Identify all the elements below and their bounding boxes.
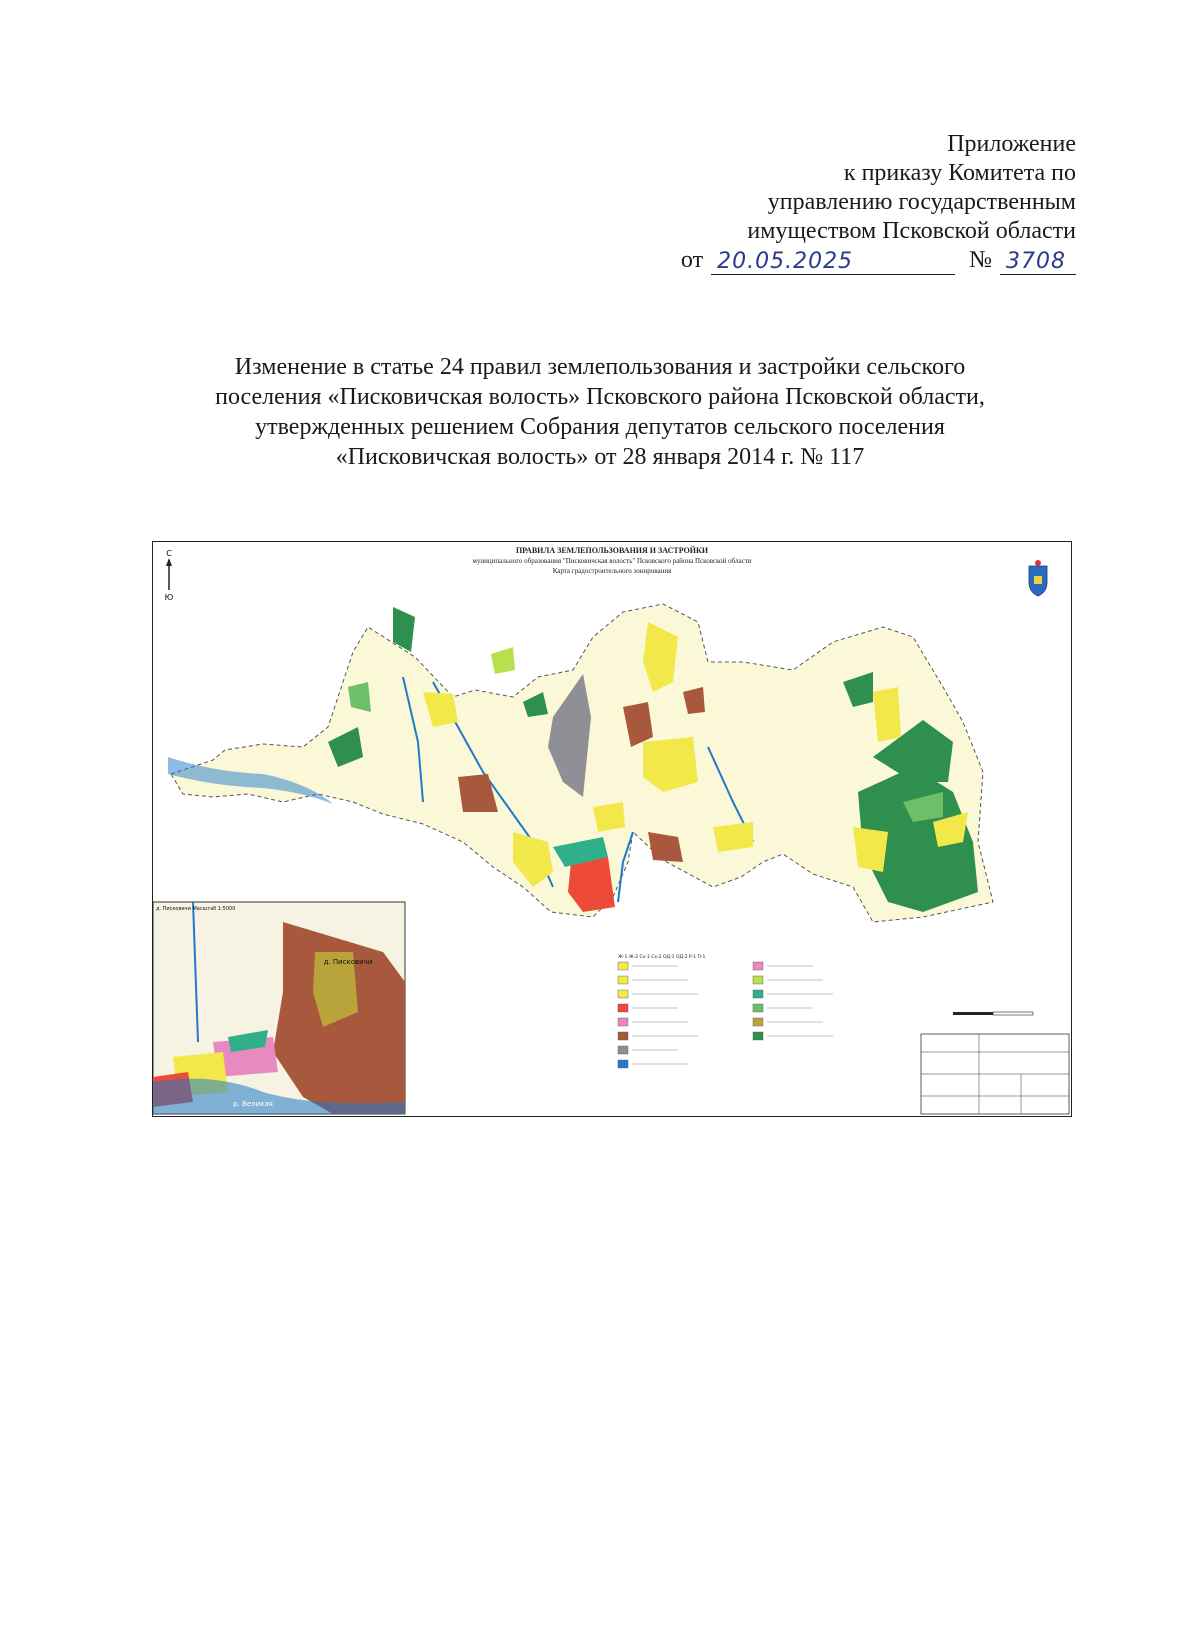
map-title: ПРАВИЛА ЗЕМЛЕПОЛЬЗОВАНИЯ И ЗАСТРОЙКИ <box>515 546 709 555</box>
legend-zone-labels: Ж-1 Ж-2 Сх-1 Сх-2 ОД-1 ОД-2 Р-1 П-1 <box>618 955 706 960</box>
south-label: Ю <box>164 593 174 602</box>
inset-map <box>153 902 405 1114</box>
legend-swatch <box>618 1046 628 1054</box>
title-line-2: поселения «Писковичская волость» Псковского района Псковской области, <box>215 384 985 410</box>
order-date-value: 20.05.2025 <box>717 249 854 274</box>
map-graphic <box>153 542 1071 1116</box>
appendix-line-4: имуществом Псковской области <box>747 218 1076 244</box>
zone-yellow-7 <box>593 802 625 832</box>
date-prefix: от <box>680 247 704 273</box>
legend-swatch <box>753 1018 763 1026</box>
zone-lime <box>491 647 515 674</box>
legend-swatch <box>618 1032 628 1040</box>
inset-river-label: р. Великая <box>233 1100 273 1108</box>
order-number-field <box>1000 249 1076 275</box>
north-arrow-icon <box>165 549 174 602</box>
scale-bar <box>953 1012 1033 1015</box>
zone-yellow-9 <box>713 822 753 852</box>
document-title <box>100 352 1100 472</box>
legend-swatch <box>753 1032 763 1040</box>
zone-yellow-8 <box>853 827 888 872</box>
title-line-4: «Писковичская волость» от 28 января 2014 г. № 117 <box>335 444 865 470</box>
inset-caption: д. Писковичи Масштаб 1:5000 <box>156 906 236 912</box>
zone-yellow-4 <box>873 687 901 742</box>
map-legend <box>618 954 833 1068</box>
appendix-line-2: к приказу Комитета по <box>843 160 1076 186</box>
order-number-value: 3708 <box>1006 249 1066 274</box>
inset-village-label: д. Писковичи <box>323 958 373 966</box>
appendix-header <box>656 130 1076 275</box>
zoning-map <box>152 541 1072 1117</box>
legend-swatch <box>753 990 763 998</box>
appendix-line-3: управлению государственным <box>767 189 1076 215</box>
legend-swatch <box>753 1004 763 1012</box>
legend-swatch <box>618 1004 628 1012</box>
map-subtitle: муниципального образования "Писковичская волость" Псковского района Псковской области <box>472 557 752 565</box>
order-date-number <box>656 246 1076 275</box>
legend-swatch <box>618 962 628 970</box>
legend-swatch <box>753 962 763 970</box>
order-date-field <box>711 249 955 275</box>
coat-of-arms-icon <box>1029 560 1047 596</box>
appendix-line-1: Приложение <box>947 131 1076 157</box>
title-line-1: Изменение в статье 24 правил землепользования и застройки сельского <box>234 354 966 380</box>
number-prefix: № <box>969 247 992 273</box>
legend-swatches-col-2 <box>753 962 833 1040</box>
title-block-stamp <box>921 1034 1069 1114</box>
legend-swatches-col-1 <box>618 962 698 1068</box>
legend-swatch <box>753 976 763 984</box>
legend-swatch <box>618 1018 628 1026</box>
title-line-3: утвержденных решением Собрания депутатов сельского поселения <box>255 414 945 440</box>
legend-swatch <box>618 990 628 998</box>
north-label: С <box>166 549 172 558</box>
legend-swatch <box>618 976 628 984</box>
legend-swatch <box>618 1060 628 1068</box>
map-subtitle-2: Карта градостроительного зонирования <box>552 567 672 575</box>
